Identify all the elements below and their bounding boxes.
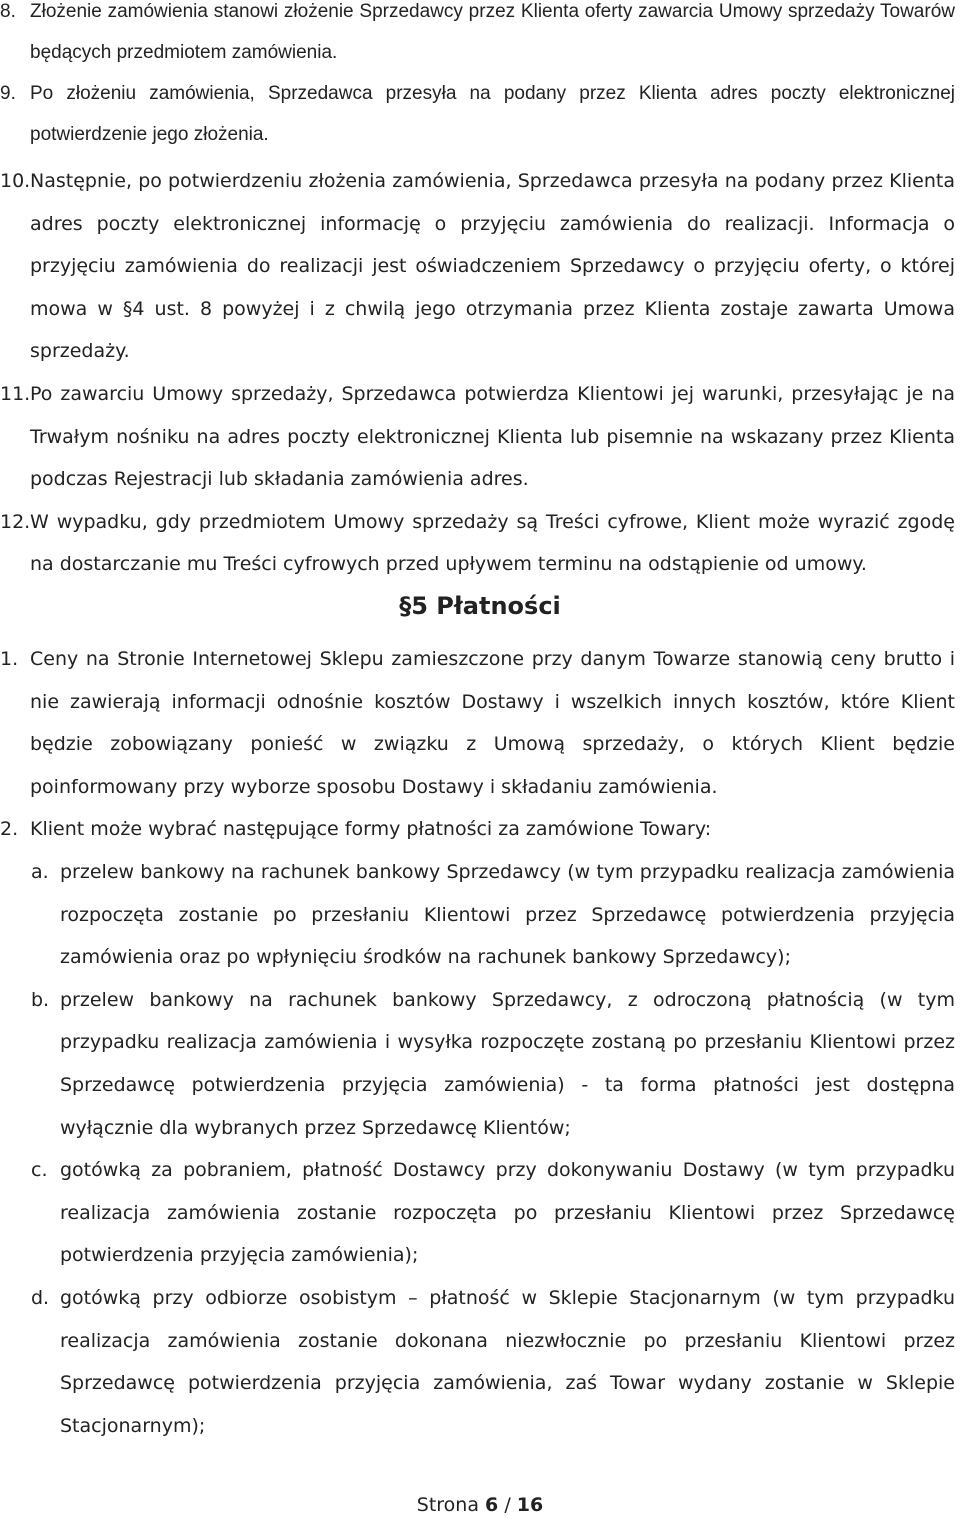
list-item-number: 9.: [0, 83, 16, 104]
list-item-text: Złożenie zamówienia stanowi złożenie Sprzedawcy przez Klienta oferty zawarcia Umowy sprzedaży Towarów będących przedmiotem zamówienia.: [30, 1, 955, 63]
list-item-text: przelew bankowy na rachunek bankowy Sprzedawcy (w tym przypadku realizacja zamówienia rozpoczęta zostanie po przesłaniu Klientowi przez Sprzedawcę potwierdzenia przyjęcia zamówienia oraz po wpłynięciu środków na rachunek bankowy Sprzedawcy);: [60, 860, 955, 969]
page-footer: [0, 1494, 960, 1516]
list-item-12: [0, 501, 955, 586]
section-item-1: [0, 638, 955, 808]
list-item-8: [0, 0, 955, 73]
list-item-text: Następnie, po potwierdzeniu złożenia zamówienia, Sprzedawca przesyła na podany przez Klienta adres poczty elektronicznej informację o przyjęciu zamówienia do realizacji. Informacja o przyjęciu zamówienia do realizacji jest oświadczeniem Sprzedawcy o przyjęciu oferty, o której mowa w §4 ust. 8 powyżej i z chwilą jego otrzymania przez Klienta zostaje zawarta Umowa sprzedaży.: [30, 170, 955, 363]
list-item-number: 12.: [0, 510, 31, 533]
list-item-number: 2.: [0, 818, 19, 841]
list-item-text: Klient może wybrać następujące formy płatności za zamówione Towary:: [30, 818, 712, 841]
list-item-number: 11.: [0, 382, 31, 405]
list-item-text: Po złożeniu zamówienia, Sprzedawca przesyła na podany przez Klienta adres poczty elektronicznej potwierdzenie jego złożenia.: [30, 83, 955, 145]
list-item-text: W wypadku, gdy przedmiotem Umowy sprzedaży są Treści cyfrowe, Klient może wyrazić zgodę na dostarczanie mu Treści cyfrowych przed upływem terminu na odstąpienie od umowy.: [30, 510, 955, 576]
order-items: [0, 160, 955, 586]
list-item-number: 1.: [0, 648, 19, 670]
list-item-letter: a.: [31, 860, 49, 883]
list-item-letter: d.: [31, 1286, 50, 1309]
list-item-text: gotówką przy odbiorze osobistym – płatność w Sklepie Stacjonarnym (w tym przypadku realizacja zamówienia zostanie dokonana niezwłocznie po przesłaniu Klientowi przez Sprzedawcę potwierdzenia przyjęcia zamówienia, zaś Towar wydany zostanie w Sklepie Stacjonarnym);: [60, 1286, 955, 1437]
payment-option-d: [0, 1277, 955, 1447]
payment-option-c: [0, 1149, 955, 1277]
footer-label: Strona: [416, 1494, 479, 1516]
footer-total-pages: 16: [516, 1494, 544, 1516]
list-item-number: 10.: [0, 170, 31, 192]
list-item-text: gotówką za pobraniem, płatność Dostawcy przy dokonywaniu Dostawy (w tym przypadku realizacja zamówienia zostanie rozpoczęta po przesłaniu Klientowi przez Sprzedawcę potwierdzenia przyjęcia zamówienia);: [60, 1159, 955, 1267]
footer-separator: /: [504, 1494, 511, 1516]
list-item-9: [0, 73, 955, 155]
payment-option-a: [0, 851, 955, 979]
payment-section: [0, 638, 955, 1447]
list-item-number: 8.: [0, 1, 16, 22]
list-item-letter: c.: [31, 1159, 48, 1182]
section-item-2: [0, 808, 955, 851]
list-item-10: [0, 160, 955, 373]
footer-page-number: 6: [485, 1494, 499, 1516]
list-item-letter: b.: [31, 988, 50, 1011]
payment-option-b: [0, 979, 955, 1149]
list-item-11: [0, 373, 955, 501]
list-item-text: Ceny na Stronie Internetowej Sklepu zamieszczone przy danym Towarze stanowią ceny brutto i nie zawierają informacji odnośnie kosztów Dostawy i wszelkich innych kosztów, które Klient będzie zobowiązany ponieść w związku z Umową sprzedaży, o których Klient będzie poinformowany przy wyborze sposobu Dostawy i składaniu zamówienia.: [30, 648, 955, 798]
section-title: §5 Płatności: [399, 592, 561, 620]
list-item-text: Po zawarciu Umowy sprzedaży, Sprzedawca potwierdza Klientowi jej warunki, przesyłając je na Trwałym nośniku na adres poczty elektronicznej Klienta lub pisemnie na wskazany przez Klienta podczas Rejestracji lub składania zamówienia adres.: [30, 382, 955, 491]
order-items-top: [0, 0, 955, 155]
list-item-text: przelew bankowy na rachunek bankowy Sprzedawcy, z odroczoną płatnością (w tym przypadku realizacja zamówienia i wysyłka rozpoczęte zostaną po przesłaniu Klientowi przez Sprzedawcę potwierdzenia przyjęcia zamówienia) - ta forma płatności jest dostępna wyłącznie dla wybranych przez Sprzedawcę Klientów;: [60, 988, 955, 1139]
